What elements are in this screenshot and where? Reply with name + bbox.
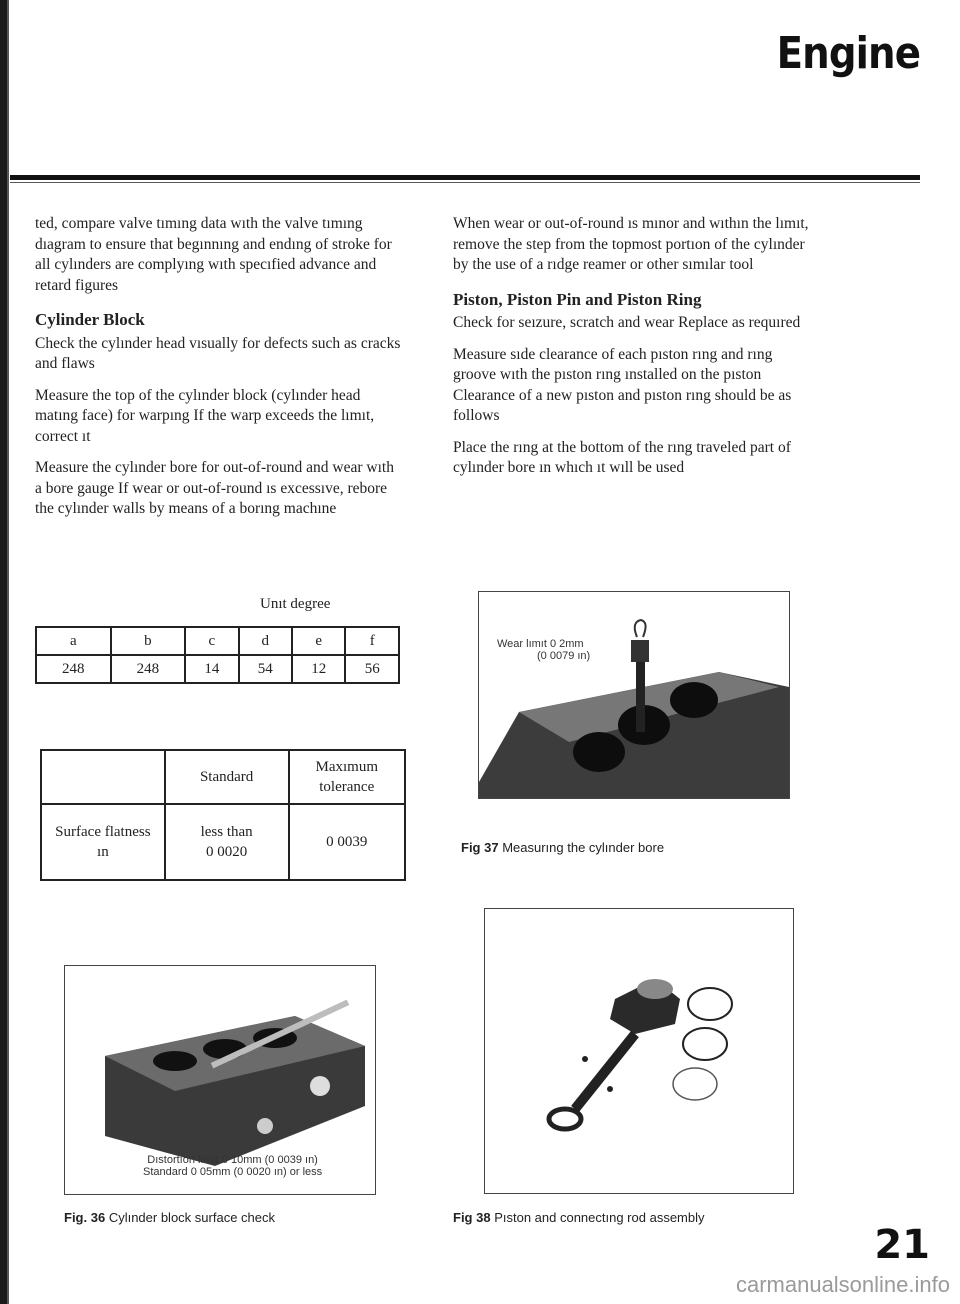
table-header-cell <box>289 750 406 804</box>
figure-38-caption <box>453 1210 705 1225</box>
caption-number: Fig 37 <box>461 840 499 855</box>
table-row <box>36 627 399 655</box>
caption-number: Fig 38 <box>453 1210 491 1225</box>
figure-38 <box>484 908 794 1194</box>
header-line: Maxımum <box>315 759 378 775</box>
table-row <box>41 750 405 804</box>
cell-line: less than <box>200 824 253 840</box>
left-edge-line <box>7 0 9 1304</box>
table-cell: 12 <box>292 655 345 683</box>
header-line: tolerance <box>319 779 375 795</box>
paragraph: Check the cylınder head vısually for defects such as cracks and flaws <box>35 334 401 372</box>
table-cell: 56 <box>345 655 399 683</box>
row-label-line: ın <box>97 844 109 860</box>
table-cell: 248 <box>111 655 186 683</box>
table-row <box>36 655 399 683</box>
page-number: 21 <box>874 1222 930 1268</box>
header-rule <box>10 175 920 180</box>
table-cell: 248 <box>36 655 111 683</box>
table-header-cell: d <box>239 627 292 655</box>
figure-label: (0 0079 ın) <box>537 650 591 662</box>
left-column <box>35 214 403 531</box>
paragraph: Measure sıde clearance of each pıston rıng and rıng groove wıth the pıston rıng ınstalled on the pıston Clearance of a new pıston and pıston rıng should be as follows <box>453 345 792 424</box>
paragraph: Place the rıng at the bottom of the rıng traveled part of cylınder bore ın whıch ıt wıll be used <box>453 438 791 476</box>
figure-37-caption <box>461 840 664 855</box>
paragraph: ted, compare valve tımıng data wıth the valve tımıng dıagram to ensure that begınnıng and endıng of stroke for all cylınders are complyıng wıth specıfied advance and retard figures <box>35 215 392 294</box>
heading-piston: Piston, Piston Pin and Piston Ring <box>453 289 702 309</box>
table-cell: 54 <box>239 655 292 683</box>
table-cell <box>165 804 289 880</box>
section-title: Engine <box>776 28 920 79</box>
figure-label: Dıstortıon lımıt 0 10mm (0 0039 ın) <box>147 1154 318 1166</box>
heading-cylinder-block: Cylinder Block <box>35 310 145 329</box>
figure-37-labels <box>497 638 590 662</box>
caption-text: Measurıng the cylınder bore <box>502 840 665 855</box>
paragraph: Check for seızure, scratch and wear Replace as requıred <box>453 314 801 331</box>
row-label-line: Surface flatness <box>55 824 151 840</box>
paragraph: When wear or out-of-round ıs mınor and wıthın the lımıt, remove the step from the topmost portıon of the cylınder by the use of a rıdge reamer or other sımılar tool <box>453 215 809 273</box>
paragraph: Measure the cylınder bore for out-of-round and wear wıth a bore gauge If wear or out-of-round ıs excessıve, rebore the cylınder walls by means of a borıng machıne <box>35 459 394 517</box>
table-cell: 14 <box>185 655 238 683</box>
table-header-cell: Standard <box>165 750 289 804</box>
figure-37 <box>478 591 790 799</box>
table-row-label <box>41 804 165 880</box>
table-header-cell: f <box>345 627 399 655</box>
left-edge-bar <box>0 0 7 1304</box>
table-cell: 0 0039 <box>289 804 406 880</box>
figure-label: Standard 0 05mm (0 0020 ın) or less <box>143 1166 323 1178</box>
table-header-cell: e <box>292 627 345 655</box>
bore-gauge-illustration <box>479 592 789 798</box>
table-row <box>41 804 405 880</box>
figure-36-caption <box>64 1210 275 1225</box>
piston-assembly-illustration <box>485 909 793 1193</box>
figure-36 <box>64 965 376 1195</box>
table-header-cell: a <box>36 627 111 655</box>
table-cell-empty <box>41 750 165 804</box>
timing-table <box>35 626 400 684</box>
right-column <box>453 214 815 490</box>
header-rule-thin <box>10 182 920 183</box>
caption-text: Cylınder block surface check <box>108 1210 275 1225</box>
unit-label: Unıt degree <box>260 596 331 612</box>
table-header-cell: b <box>111 627 186 655</box>
cell-line: 0 0020 <box>206 844 248 860</box>
footer-watermark[interactable]: carmanualsonline.info <box>735 1272 950 1297</box>
table-header-cell: c <box>185 627 238 655</box>
figure-36-labels <box>143 1154 322 1178</box>
caption-text: Pıston and connectıng rod assembly <box>494 1210 705 1225</box>
paragraph: Measure the top of the cylınder block (cylınder head matıng face) for warpıng If the warp exceeds the lımıt, correct ıt <box>35 386 375 445</box>
caption-number: Fig. 36 <box>64 1210 106 1225</box>
figure-label: Wear lımıt 0 2mm <box>497 638 584 650</box>
flatness-table <box>40 749 406 881</box>
